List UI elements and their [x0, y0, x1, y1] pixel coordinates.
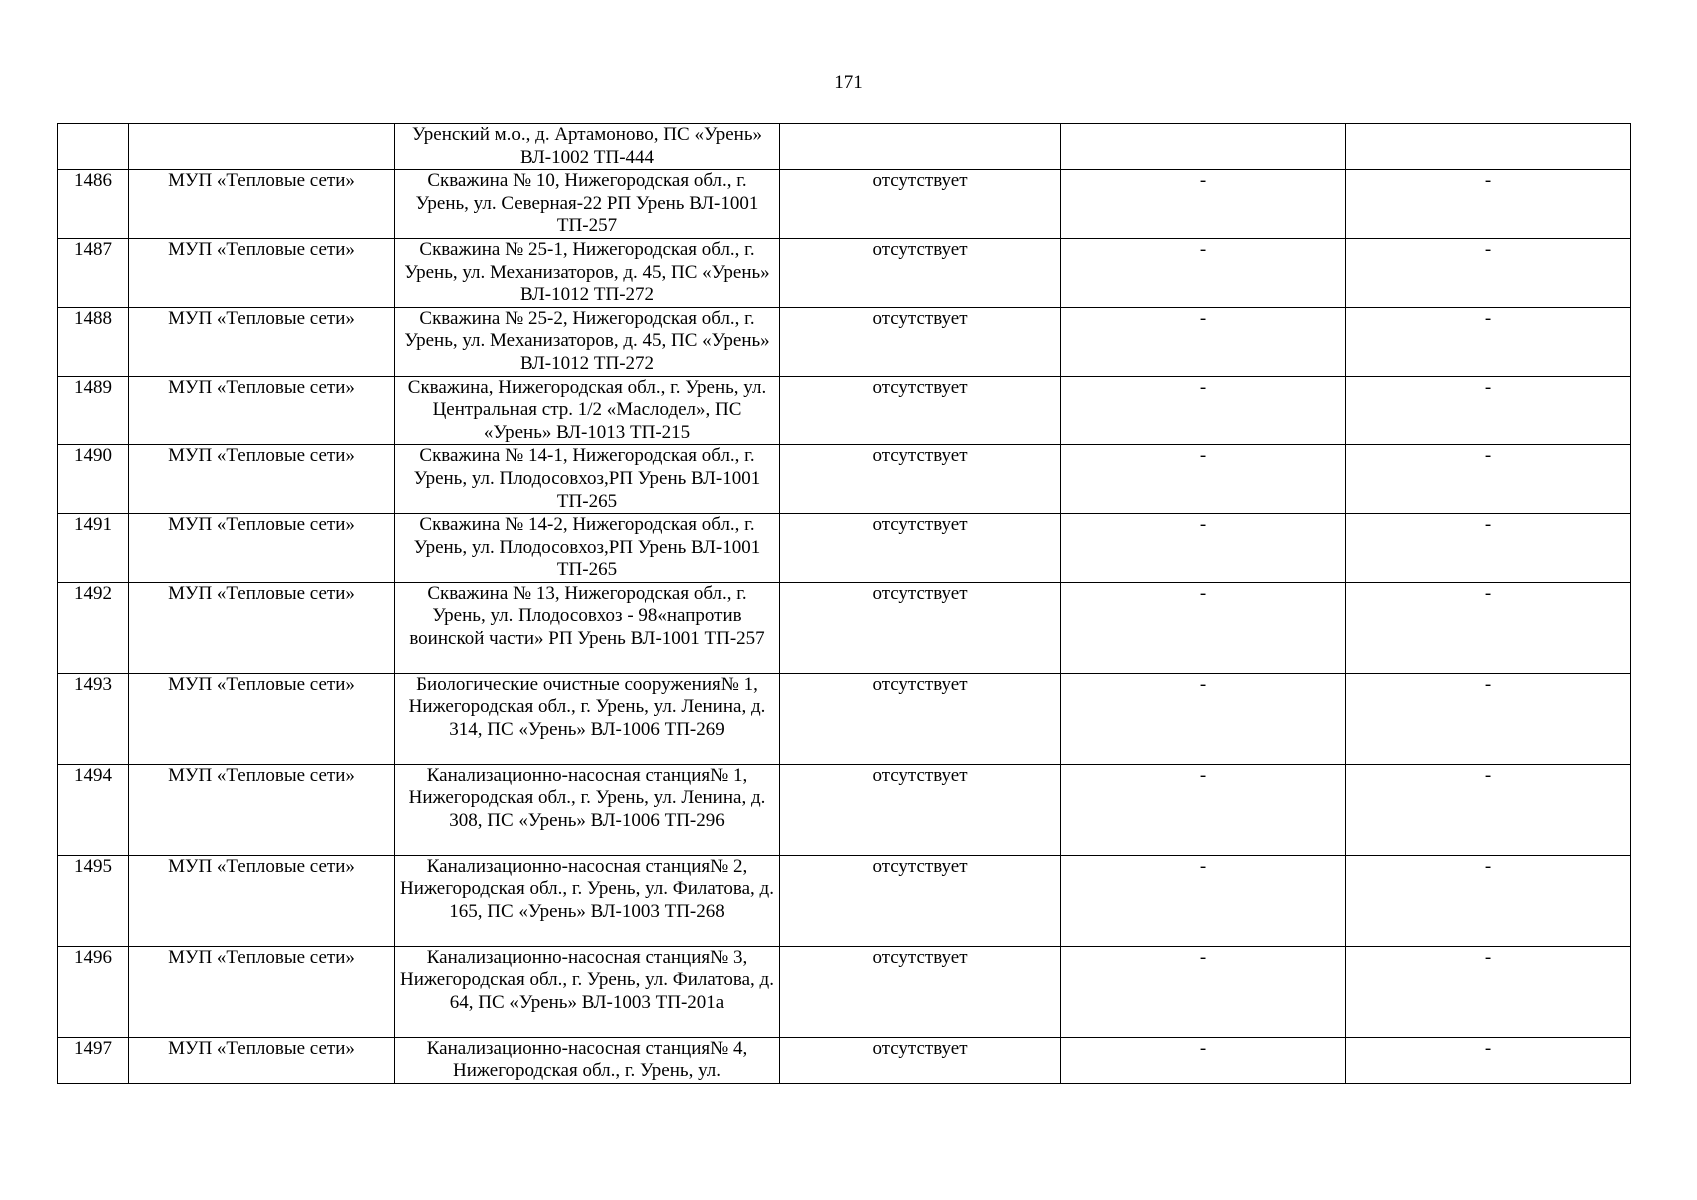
cell-address: Скважина № 13, Нижегородская обл., г. Урень, ул. Плодосовхоз - 98«напротив воинской части» РП Урень ВЛ-1001 ТП-257: [395, 582, 780, 673]
cell-organization: МУП «Тепловые сети»: [129, 514, 395, 583]
cell-organization: МУП «Тепловые сети»: [129, 855, 395, 946]
cell-number: 1492: [58, 582, 129, 673]
cell-status: отсутствует: [780, 514, 1061, 583]
cell-col5: -: [1061, 855, 1346, 946]
cell-organization: МУП «Тепловые сети»: [129, 445, 395, 514]
cell-number: 1486: [58, 170, 129, 239]
cell-organization: МУП «Тепловые сети»: [129, 1037, 395, 1083]
cell-address: Скважина № 25-1, Нижегородская обл., г. Урень, ул. Механизаторов, д. 45, ПС «Урень» ВЛ-1012 ТП-272: [395, 238, 780, 307]
cell-address: Канализационно-насосная станция№ 3, Нижегородская обл., г. Урень, ул. Филатова, д. 64, ПС «Урень» ВЛ-1003 ТП-201а: [395, 946, 780, 1037]
cell-number: 1489: [58, 376, 129, 445]
table-row-partial: [58, 1037, 1631, 1083]
table-row: [58, 946, 1631, 1037]
cell-col6: [1346, 124, 1631, 170]
cell-organization: МУП «Тепловые сети»: [129, 946, 395, 1037]
table-row: [58, 238, 1631, 307]
cell-number: [58, 124, 129, 170]
cell-address: Канализационно-насосная станция№ 1, Нижегородская обл., г. Урень, ул. Ленина, д. 308, ПС «Урень» ВЛ-1006 ТП-296: [395, 764, 780, 855]
cell-col6: -: [1346, 445, 1631, 514]
cell-col6: -: [1346, 307, 1631, 376]
cell-number: 1496: [58, 946, 129, 1037]
cell-col6: -: [1346, 764, 1631, 855]
cell-address: Скважина № 14-2, Нижегородская обл., г. Урень, ул. Плодосовхоз,РП Урень ВЛ-1001 ТП-265: [395, 514, 780, 583]
cell-col5: -: [1061, 1037, 1346, 1083]
cell-organization: [129, 124, 395, 170]
cell-col6: -: [1346, 238, 1631, 307]
cell-col5: -: [1061, 238, 1346, 307]
cell-address: Скважина № 10, Нижегородская обл., г. Урень, ул. Северная-22 РП Урень ВЛ-1001 ТП-257: [395, 170, 780, 239]
cell-col5: -: [1061, 307, 1346, 376]
table-row: [58, 582, 1631, 673]
cell-col6: -: [1346, 582, 1631, 673]
table-row: [58, 170, 1631, 239]
cell-address: Канализационно-насосная станция№ 2, Нижегородская обл., г. Урень, ул. Филатова, д. 165, ПС «Урень» ВЛ-1003 ТП-268: [395, 855, 780, 946]
cell-col5: -: [1061, 376, 1346, 445]
cell-col6: -: [1346, 170, 1631, 239]
cell-status: отсутствует: [780, 238, 1061, 307]
cell-status: отсутствует: [780, 1037, 1061, 1083]
cell-col6: -: [1346, 855, 1631, 946]
cell-number: 1487: [58, 238, 129, 307]
cell-organization: МУП «Тепловые сети»: [129, 582, 395, 673]
cell-status: отсутствует: [780, 376, 1061, 445]
cell-organization: МУП «Тепловые сети»: [129, 673, 395, 764]
cell-col5: [1061, 124, 1346, 170]
cell-status: отсутствует: [780, 946, 1061, 1037]
cell-address: Скважина № 25-2, Нижегородская обл., г. Урень, ул. Механизаторов, д. 45, ПС «Урень» ВЛ-1012 ТП-272: [395, 307, 780, 376]
cell-status: отсутствует: [780, 582, 1061, 673]
cell-col5: -: [1061, 170, 1346, 239]
cell-status: отсутствует: [780, 170, 1061, 239]
cell-status: отсутствует: [780, 855, 1061, 946]
cell-col6: -: [1346, 946, 1631, 1037]
table-row: [58, 307, 1631, 376]
cell-col5: -: [1061, 673, 1346, 764]
cell-col6: -: [1346, 514, 1631, 583]
cell-status: [780, 124, 1061, 170]
cell-col6: -: [1346, 673, 1631, 764]
cell-col6: -: [1346, 1037, 1631, 1083]
cell-address: Скважина, Нижегородская обл., г. Урень, ул. Центральная стр. 1/2 «Маслодел», ПС «Урень» ВЛ-1013 ТП-215: [395, 376, 780, 445]
objects-table: [57, 123, 1631, 1084]
cell-address: Скважина № 14-1, Нижегородская обл., г. Урень, ул. Плодосовхоз,РП Урень ВЛ-1001 ТП-265: [395, 445, 780, 514]
cell-number: 1497: [58, 1037, 129, 1083]
cell-number: 1494: [58, 764, 129, 855]
table-row: [58, 376, 1631, 445]
cell-col5: -: [1061, 514, 1346, 583]
cell-organization: МУП «Тепловые сети»: [129, 376, 395, 445]
page-number: 171: [834, 72, 863, 93]
cell-col5: -: [1061, 946, 1346, 1037]
cell-number: 1490: [58, 445, 129, 514]
cell-number: 1493: [58, 673, 129, 764]
table-row-continuation: [58, 124, 1631, 170]
cell-number: 1488: [58, 307, 129, 376]
cell-col5: -: [1061, 445, 1346, 514]
cell-address: Биологические очистные сооружения№ 1, Нижегородская обл., г. Урень, ул. Ленина, д. 314, ПС «Урень» ВЛ-1006 ТП-269: [395, 673, 780, 764]
cell-col5: -: [1061, 582, 1346, 673]
cell-col6: -: [1346, 376, 1631, 445]
cell-organization: МУП «Тепловые сети»: [129, 307, 395, 376]
table-row: [58, 514, 1631, 583]
cell-organization: МУП «Тепловые сети»: [129, 764, 395, 855]
cell-number: 1491: [58, 514, 129, 583]
table-row: [58, 764, 1631, 855]
cell-status: отсутствует: [780, 764, 1061, 855]
cell-address: Уренский м.о., д. Артамоново, ПС «Урень» ВЛ-1002 ТП-444: [395, 124, 780, 170]
table-row: [58, 855, 1631, 946]
cell-organization: МУП «Тепловые сети»: [129, 238, 395, 307]
table-row: [58, 445, 1631, 514]
cell-status: отсутствует: [780, 445, 1061, 514]
cell-number: 1495: [58, 855, 129, 946]
cell-address: Канализационно-насосная станция№ 4, Нижегородская обл., г. Урень, ул.: [395, 1037, 780, 1083]
cell-col5: -: [1061, 764, 1346, 855]
cell-organization: МУП «Тепловые сети»: [129, 170, 395, 239]
cell-status: отсутствует: [780, 307, 1061, 376]
cell-status: отсутствует: [780, 673, 1061, 764]
table-row: [58, 673, 1631, 764]
